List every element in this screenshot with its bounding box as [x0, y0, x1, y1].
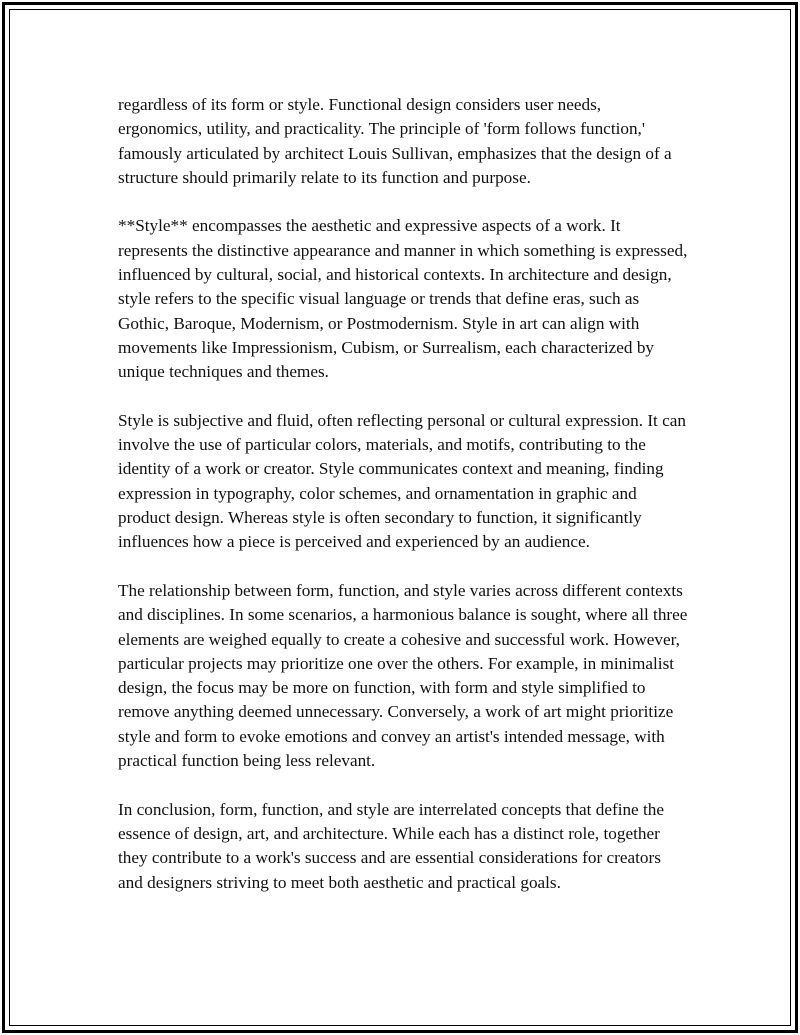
paragraph-style-subjectivity: Style is subjective and fluid, often reflecting personal or cultural expression. It can involve the use of particular colors, materials, and motifs, contributing to the identity of a work or creator. Style communicates context and meaning, finding expression in typography, color schemes, and ornamentation in graphic and product design. Whereas style is often secondary to function, it significantly influences how a piece is perceived and experienced by an audience.: [118, 410, 686, 552]
paragraph-function-continued: regardless of its form or style. Functional design considers user needs, ergonomics, utility, and practicality. The principle of 'form follows function,' famously articulated by architect Louis Sullivan, emphasizes that the design of a structure should primarily relate to its function and purpose.: [118, 95, 672, 187]
paragraph-style-definition: **Style** encompasses the aesthetic and expressive aspects of a work. It represents the distinctive appearance and manner in which something is expressed, influenced by cultural, social, and historical contexts. In architecture and design, style refers to the specific visual language or trends that define eras, such as Gothic, Baroque, Modernism, or Postmodernism. Style in art can align with movements like Impressionism, Cubism, or Surrealism, each characterized by unique techniques and themes.: [118, 216, 688, 382]
paragraph-conclusion: In conclusion, form, function, and style are interrelated concepts that define the essence of design, art, and architecture. While each has a distinct role, together they contribute to a work's success and are essential considerations for creators and designers striving to meet both aesthetic and practical goals.: [118, 799, 664, 892]
paragraph-relationship: The relationship between form, function, and style varies across different contexts and disciplines. In some scenarios, a harmonious balance is sought, where all three elements are weighed equally to create a cohesive and successful work. However, particular projects may prioritize one over the others. For example, in minimalist design, the focus may be more on function, with form and style simplified to remove anything deemed unnecessary. Conversely, a work of art might prioritize style and form to evoke emotions and convey an artist's intended message, with practical function being less relevant.: [118, 580, 688, 771]
document-body: [118, 93, 688, 895]
